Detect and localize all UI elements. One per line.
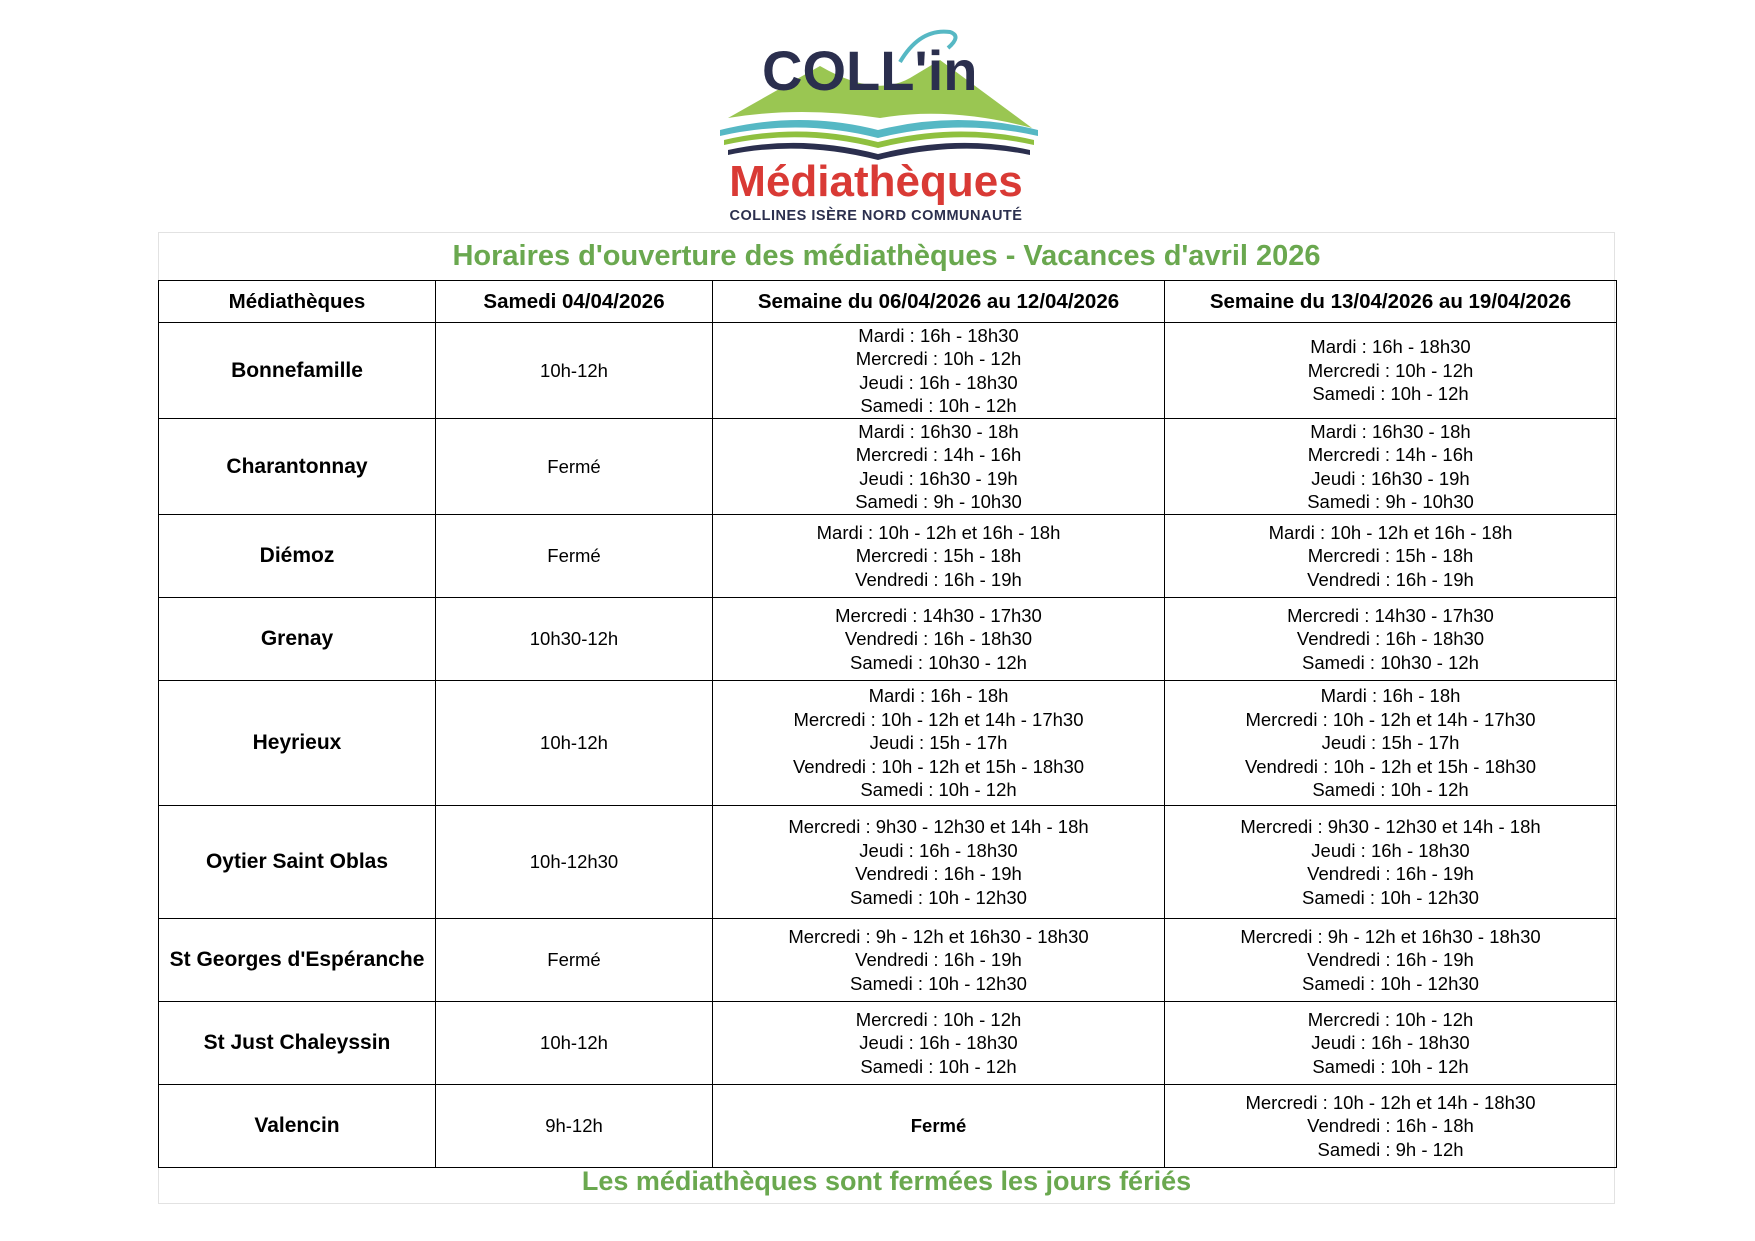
hours-line: Samedi : 10h - 12h30	[850, 972, 1027, 994]
week-2-hours	[1165, 323, 1617, 419]
hours-line: Mercredi : 9h - 12h et 16h30 - 18h30	[788, 925, 1089, 947]
svg-text:COLL'in: COLL'in	[762, 39, 978, 102]
hours-line: Mardi : 16h30 - 18h	[1310, 420, 1471, 442]
week-2-hours	[1165, 419, 1617, 515]
table-row	[159, 806, 1617, 919]
week-1-hours	[713, 1085, 1165, 1168]
hours-line: Samedi : 10h - 12h30	[1302, 972, 1479, 994]
hours-line: Vendredi : 10h - 12h et 15h - 18h30	[792, 755, 1085, 777]
hours-line: Samedi : 9h - 10h30	[855, 491, 1022, 512]
holiday-notice: Les médiathèques sont fermées les jours fériés	[581, 1166, 1192, 1196]
week-2-hours	[1165, 919, 1617, 1002]
saturday-hours: 9h-12h	[436, 1085, 713, 1168]
library-name: Valencin	[159, 1085, 436, 1168]
table-row	[159, 1085, 1617, 1168]
hours-line: Jeudi : 16h - 18h30	[1311, 839, 1470, 861]
hours-line: Jeudi : 16h30 - 19h	[859, 467, 1018, 489]
saturday-hours: Fermé	[436, 419, 713, 515]
hours-line: Mercredi : 14h - 16h	[1307, 444, 1474, 465]
table-row	[159, 515, 1617, 598]
hours-line: Samedi : 9h - 12h	[1317, 1138, 1464, 1160]
hours-line: Vendredi : 16h - 19h	[1307, 949, 1474, 971]
hours-line: Mercredi : 10h - 12h et 14h - 17h30	[793, 708, 1084, 730]
hours-line: Vendredi : 16h - 19h	[1307, 863, 1474, 884]
table-row	[159, 919, 1617, 1002]
header-saturday: Samedi 04/04/2026	[436, 281, 713, 323]
page-title: Horaires d'ouverture des médiathèques - Vacances d'avril 2026	[452, 240, 1321, 272]
hours-line: Mardi : 16h - 18h	[868, 685, 1009, 707]
hours-line: Samedi : 10h30 - 12h	[850, 651, 1027, 673]
hours-line: Mercredi : 15h - 18h	[1307, 545, 1474, 567]
header-week-1: Semaine du 06/04/2026 au 12/04/2026	[713, 281, 1165, 323]
hours-line: Vendredi : 16h - 19h	[855, 568, 1022, 590]
closed-label: Fermé	[910, 1115, 967, 1137]
table-header-row	[159, 281, 1617, 323]
hours-line: Mardi : 16h - 18h30	[858, 324, 1019, 346]
hours-line: Mercredi : 15h - 18h	[855, 545, 1022, 567]
saturday-hours: 10h30-12h	[436, 598, 713, 681]
hours-line: Vendredi : 16h - 18h	[1307, 1115, 1474, 1137]
week-2-hours	[1165, 806, 1617, 919]
svg-text:Médiathèques: Médiathèques	[729, 157, 1023, 206]
hours-line: Samedi : 10h - 12h	[1312, 1055, 1469, 1077]
hours-line: Mardi : 10h - 12h et 16h - 18h	[816, 521, 1061, 543]
hours-line: Mardi : 16h - 18h	[1320, 685, 1461, 707]
hours-line: Mercredi : 10h - 12h	[855, 1008, 1022, 1030]
saturday-hours: 10h-12h	[436, 681, 713, 806]
week-1-hours	[713, 1002, 1165, 1085]
week-2-hours	[1165, 1085, 1617, 1168]
hours-line: Mardi : 10h - 12h et 16h - 18h	[1268, 521, 1513, 543]
hours-line: Mercredi : 9h30 - 12h30 et 14h - 18h	[1240, 816, 1541, 837]
hours-line: Mercredi : 10h - 12h et 14h - 17h30	[1245, 708, 1536, 730]
table-row	[159, 323, 1617, 419]
hours-line: Mardi : 16h - 18h30	[1310, 336, 1471, 358]
hours-line: Mardi : 16h30 - 18h	[858, 420, 1019, 442]
week-1-hours	[713, 598, 1165, 681]
library-name: St Georges d'Espéranche	[159, 919, 436, 1002]
hours-line: Mercredi : 14h30 - 17h30	[835, 604, 1042, 626]
hours-line: Mercredi : 14h - 16h	[855, 444, 1022, 465]
week-1-hours	[713, 806, 1165, 919]
hours-line: Samedi : 10h30 - 12h	[1302, 651, 1479, 673]
hours-line: Mercredi : 10h - 12h	[1307, 1008, 1474, 1030]
hours-line: Vendredi : 16h - 19h	[855, 863, 1022, 884]
week-1-hours	[713, 515, 1165, 598]
library-name: Grenay	[159, 598, 436, 681]
header-libraries: Médiathèques	[159, 281, 436, 323]
hours-line: Mercredi : 14h30 - 17h30	[1287, 604, 1494, 626]
week-1-hours	[713, 919, 1165, 1002]
week-2-hours	[1165, 515, 1617, 598]
hours-line: Jeudi : 15h - 17h	[869, 732, 1008, 754]
hours-line: Vendredi : 16h - 18h30	[844, 628, 1033, 650]
hours-line: Mercredi : 10h - 12h	[1307, 359, 1474, 381]
week-1-hours	[713, 681, 1165, 806]
header-week-2: Semaine du 13/04/2026 au 19/04/2026	[1165, 281, 1617, 323]
library-name: Oytier Saint Oblas	[159, 806, 436, 919]
hours-line: Jeudi : 16h - 18h30	[859, 1032, 1018, 1054]
hours-line: Mercredi : 10h - 12h	[855, 348, 1022, 369]
library-name: St Just Chaleyssin	[159, 1002, 436, 1085]
week-2-hours	[1165, 598, 1617, 681]
library-name: Bonnefamille	[159, 323, 436, 419]
library-name: Charantonnay	[159, 419, 436, 515]
hours-line: Mercredi : 9h30 - 12h30 et 14h - 18h	[788, 816, 1089, 837]
table-row	[159, 1002, 1617, 1085]
hours-line: Samedi : 10h - 12h	[860, 1055, 1017, 1077]
svg-text:COLLINES ISÈRE NORD COMMUNAUTÉ: COLLINES ISÈRE NORD COMMUNAUTÉ	[729, 208, 1023, 224]
saturday-hours: 10h-12h	[436, 1002, 713, 1085]
collin-mediatheques-logo	[700, 18, 1060, 228]
hours-line: Jeudi : 16h - 18h30	[859, 371, 1018, 393]
hours-line: Samedi : 10h - 12h	[860, 779, 1017, 801]
library-name: Heyrieux	[159, 681, 436, 806]
hours-line: Samedi : 10h - 12h30	[850, 886, 1027, 908]
hours-line: Samedi : 10h - 12h30	[1302, 886, 1479, 908]
week-1-hours	[713, 323, 1165, 419]
hours-line: Samedi : 9h - 10h30	[1307, 491, 1474, 512]
week-1-hours	[713, 419, 1165, 515]
hours-line: Mercredi : 10h - 12h et 14h - 18h30	[1245, 1091, 1536, 1113]
hours-line: Mercredi : 9h - 12h et 16h30 - 18h30	[1240, 925, 1541, 947]
library-name: Diémoz	[159, 515, 436, 598]
saturday-hours: 10h-12h30	[436, 806, 713, 919]
hours-line: Jeudi : 16h - 18h30	[859, 839, 1018, 861]
hours-line: Jeudi : 15h - 17h	[1321, 732, 1460, 754]
hours-line: Vendredi : 16h - 19h	[1307, 568, 1474, 590]
week-2-hours	[1165, 681, 1617, 806]
saturday-hours: Fermé	[436, 515, 713, 598]
table-row	[159, 681, 1617, 806]
hours-line: Samedi : 10h - 12h	[1312, 779, 1469, 801]
hours-line: Vendredi : 16h - 19h	[855, 949, 1022, 971]
table-row	[159, 598, 1617, 681]
hours-line: Jeudi : 16h - 18h30	[1311, 1032, 1470, 1054]
opening-hours-table	[158, 280, 1617, 1168]
hours-line: Samedi : 10h - 12h	[1312, 383, 1469, 405]
hours-line: Vendredi : 10h - 12h et 15h - 18h30	[1244, 755, 1537, 777]
table-row	[159, 419, 1617, 515]
hours-line: Vendredi : 16h - 18h30	[1296, 628, 1485, 650]
hours-line: Samedi : 10h - 12h	[860, 395, 1017, 416]
hours-line: Jeudi : 16h30 - 19h	[1311, 467, 1470, 489]
saturday-hours: 10h-12h	[436, 323, 713, 419]
saturday-hours: Fermé	[436, 919, 713, 1002]
week-2-hours	[1165, 1002, 1617, 1085]
